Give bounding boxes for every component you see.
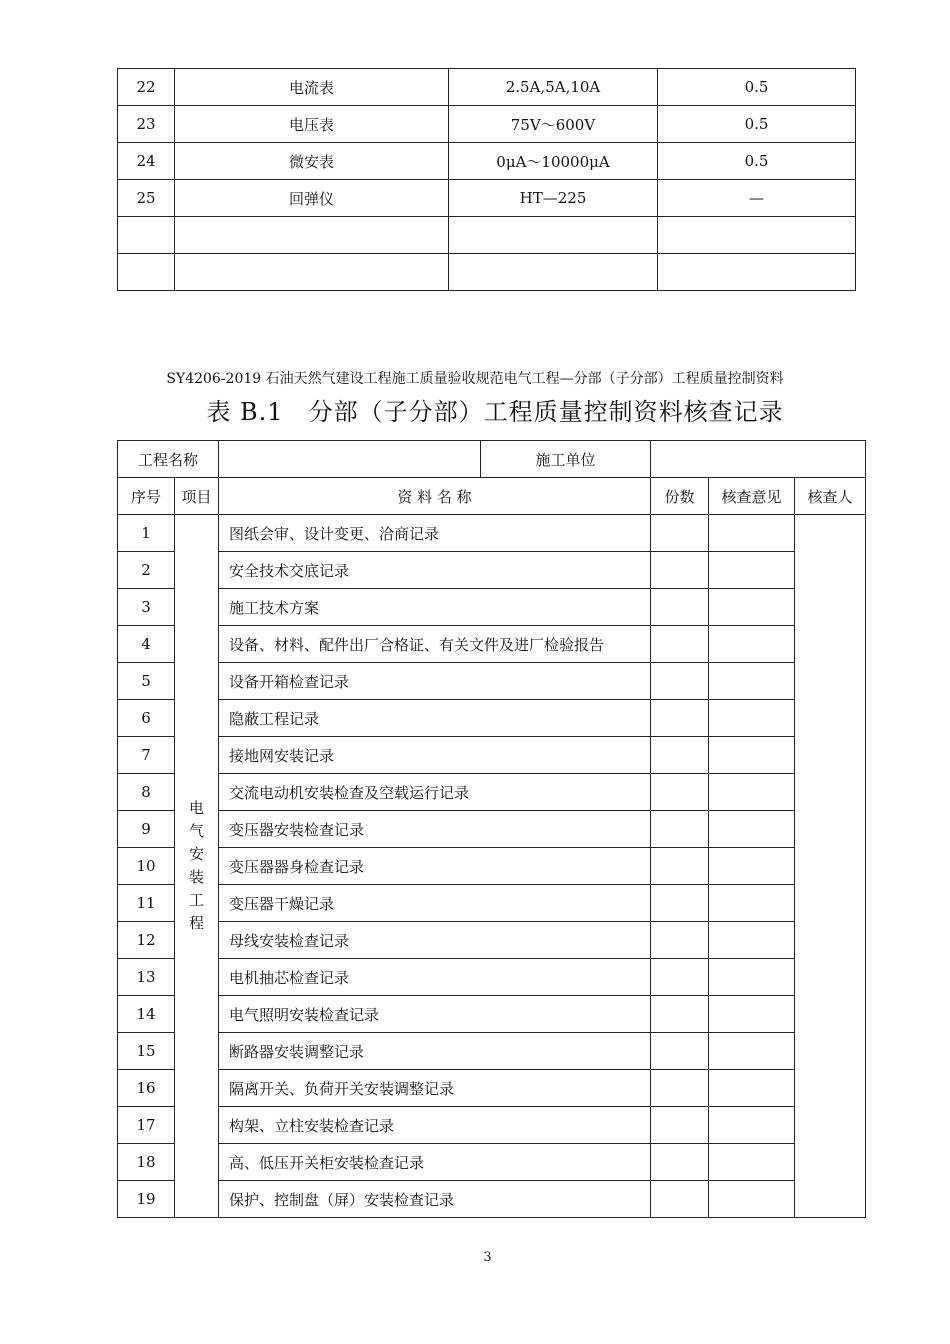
record-copies <box>651 1181 709 1218</box>
record-opinion <box>709 1144 795 1181</box>
record-opinion <box>709 1033 795 1070</box>
record-copies <box>651 626 709 663</box>
record-name: 接地网安装记录 <box>219 737 651 774</box>
instrument-range: 0μA～10000μA <box>449 143 658 180</box>
record-no: 7 <box>118 737 175 774</box>
record-opinion <box>709 552 795 589</box>
record-name: 施工技术方案 <box>219 589 651 626</box>
instrument-range: 75V～600V <box>449 106 658 143</box>
instrument-accuracy: 0.5 <box>658 143 856 180</box>
record-no: 19 <box>118 1181 175 1218</box>
record-opinion <box>709 589 795 626</box>
record-opinion <box>709 848 795 885</box>
record-name: 变压器安装检查记录 <box>219 811 651 848</box>
page-number: 3 <box>483 1250 492 1265</box>
quality-control-record-table <box>117 440 866 1218</box>
instrument-row-empty <box>118 217 856 254</box>
record-no: 12 <box>118 922 175 959</box>
record-name: 母线安装检查记录 <box>219 922 651 959</box>
empty-cell <box>449 217 658 254</box>
record-copies <box>651 700 709 737</box>
record-name: 断路器安装调整记录 <box>219 1033 651 1070</box>
record-copies <box>651 811 709 848</box>
record-row <box>118 959 866 996</box>
record-opinion <box>709 1070 795 1107</box>
record-row <box>118 552 866 589</box>
record-opinion <box>709 663 795 700</box>
record-row <box>118 626 866 663</box>
record-copies <box>651 737 709 774</box>
item-category-cell <box>175 515 219 1218</box>
record-row <box>118 1107 866 1144</box>
record-opinion <box>709 885 795 922</box>
col-opinion-header: 核查意见 <box>709 478 795 515</box>
record-name: 构架、立柱安装检查记录 <box>219 1107 651 1144</box>
category-char: 电 <box>189 799 205 817</box>
record-opinion <box>709 515 795 552</box>
record-name: 设备、材料、配件出厂合格证、有关文件及进厂检验报告 <box>219 626 651 663</box>
record-row <box>118 663 866 700</box>
record-name: 变压器干燥记录 <box>219 885 651 922</box>
record-opinion <box>709 1181 795 1218</box>
category-char: 安 <box>189 845 205 863</box>
empty-cell <box>118 217 175 254</box>
record-no: 14 <box>118 996 175 1033</box>
col-item-header: 项目 <box>175 478 219 515</box>
record-copies <box>651 885 709 922</box>
record-row <box>118 515 866 552</box>
project-name-value <box>219 441 481 478</box>
instrument-range: 2.5A,5A,10A <box>449 69 658 106</box>
instrument-accuracy: 0.5 <box>658 69 856 106</box>
record-row <box>118 848 866 885</box>
instrument-accuracy: 0.5 <box>658 106 856 143</box>
record-row <box>118 811 866 848</box>
record-no: 2 <box>118 552 175 589</box>
record-no: 15 <box>118 1033 175 1070</box>
record-row <box>118 774 866 811</box>
record-opinion <box>709 996 795 1033</box>
empty-cell <box>658 254 856 291</box>
record-no: 6 <box>118 700 175 737</box>
instrument-no: 22 <box>118 69 175 106</box>
record-no: 11 <box>118 885 175 922</box>
record-row <box>118 700 866 737</box>
category-char: 工 <box>189 891 205 909</box>
col-checker-header: 核查人 <box>795 478 866 515</box>
record-copies <box>651 515 709 552</box>
empty-cell <box>449 254 658 291</box>
record-name: 隐蔽工程记录 <box>219 700 651 737</box>
record-name: 安全技术交底记录 <box>219 552 651 589</box>
instrument-name: 电流表 <box>175 69 449 106</box>
record-row <box>118 1033 866 1070</box>
empty-cell <box>118 254 175 291</box>
record-opinion <box>709 700 795 737</box>
instrument-row <box>118 106 856 143</box>
category-char: 装 <box>189 868 205 886</box>
record-row <box>118 1144 866 1181</box>
record-row <box>118 737 866 774</box>
category-char: 程 <box>189 914 205 932</box>
record-copies <box>651 663 709 700</box>
record-opinion <box>709 737 795 774</box>
record-row <box>118 922 866 959</box>
record-no: 3 <box>118 589 175 626</box>
instrument-no: 25 <box>118 180 175 217</box>
record-name: 交流电动机安装检查及空载运行记录 <box>219 774 651 811</box>
empty-cell <box>175 254 449 291</box>
record-no: 4 <box>118 626 175 663</box>
instrument-row <box>118 180 856 217</box>
record-no: 9 <box>118 811 175 848</box>
checker-cell <box>795 515 866 1218</box>
record-copies <box>651 1033 709 1070</box>
col-no-header: 序号 <box>118 478 175 515</box>
record-row <box>118 1181 866 1218</box>
project-info-row <box>118 441 866 478</box>
column-header-row <box>118 478 866 515</box>
record-copies <box>651 1107 709 1144</box>
record-name: 变压器器身检查记录 <box>219 848 651 885</box>
record-copies <box>651 848 709 885</box>
record-no: 13 <box>118 959 175 996</box>
record-copies <box>651 552 709 589</box>
record-copies <box>651 996 709 1033</box>
record-name: 隔离开关、负荷开关安装调整记录 <box>219 1070 651 1107</box>
record-opinion <box>709 811 795 848</box>
instrument-row <box>118 69 856 106</box>
record-copies <box>651 589 709 626</box>
instrument-name: 微安表 <box>175 143 449 180</box>
record-name: 电机抽芯检查记录 <box>219 959 651 996</box>
construction-unit-value <box>651 441 866 478</box>
record-name: 设备开箱检查记录 <box>219 663 651 700</box>
record-no: 8 <box>118 774 175 811</box>
record-copies <box>651 922 709 959</box>
standard-subheader: SY4206-2019 石油天然气建设工程施工质量验收规范电气工程—分部（子分部）工程质量控制资料 <box>166 371 784 387</box>
record-row <box>118 589 866 626</box>
construction-unit-label: 施工单位 <box>481 441 651 478</box>
record-copies <box>651 959 709 996</box>
instrument-name: 电压表 <box>175 106 449 143</box>
record-no: 5 <box>118 663 175 700</box>
empty-cell <box>658 217 856 254</box>
instrument-range: HT—225 <box>449 180 658 217</box>
record-row <box>118 1070 866 1107</box>
record-copies <box>651 1070 709 1107</box>
record-opinion <box>709 922 795 959</box>
record-name: 高、低压开关柜安装检查记录 <box>219 1144 651 1181</box>
instrument-row <box>118 143 856 180</box>
record-opinion <box>709 626 795 663</box>
record-no: 10 <box>118 848 175 885</box>
record-copies <box>651 1144 709 1181</box>
record-copies <box>651 774 709 811</box>
record-no: 1 <box>118 515 175 552</box>
record-no: 17 <box>118 1107 175 1144</box>
record-name: 电气照明安装检查记录 <box>219 996 651 1033</box>
empty-cell <box>175 217 449 254</box>
instrument-no: 24 <box>118 143 175 180</box>
record-no: 18 <box>118 1144 175 1181</box>
instrument-accuracy: — <box>658 180 856 217</box>
category-char: 气 <box>189 822 205 840</box>
record-no: 16 <box>118 1070 175 1107</box>
instrument-name: 回弹仪 <box>175 180 449 217</box>
instrument-row-empty <box>118 254 856 291</box>
record-name: 保护、控制盘（屏）安装检查记录 <box>219 1181 651 1218</box>
instrument-no: 23 <box>118 106 175 143</box>
item-category-label <box>175 797 218 935</box>
project-name-label: 工程名称 <box>118 441 219 478</box>
col-doc-name-header: 资 料 名 称 <box>219 478 651 515</box>
record-opinion <box>709 959 795 996</box>
record-opinion <box>709 1107 795 1144</box>
table-title: 表 B.1 分部（子分部）工程质量控制资料核查记录 <box>206 398 784 426</box>
col-copies-header: 份数 <box>651 478 709 515</box>
instrument-table <box>117 68 856 291</box>
record-opinion <box>709 774 795 811</box>
record-row <box>118 996 866 1033</box>
record-name: 图纸会审、设计变更、洽商记录 <box>219 515 651 552</box>
record-row <box>118 885 866 922</box>
